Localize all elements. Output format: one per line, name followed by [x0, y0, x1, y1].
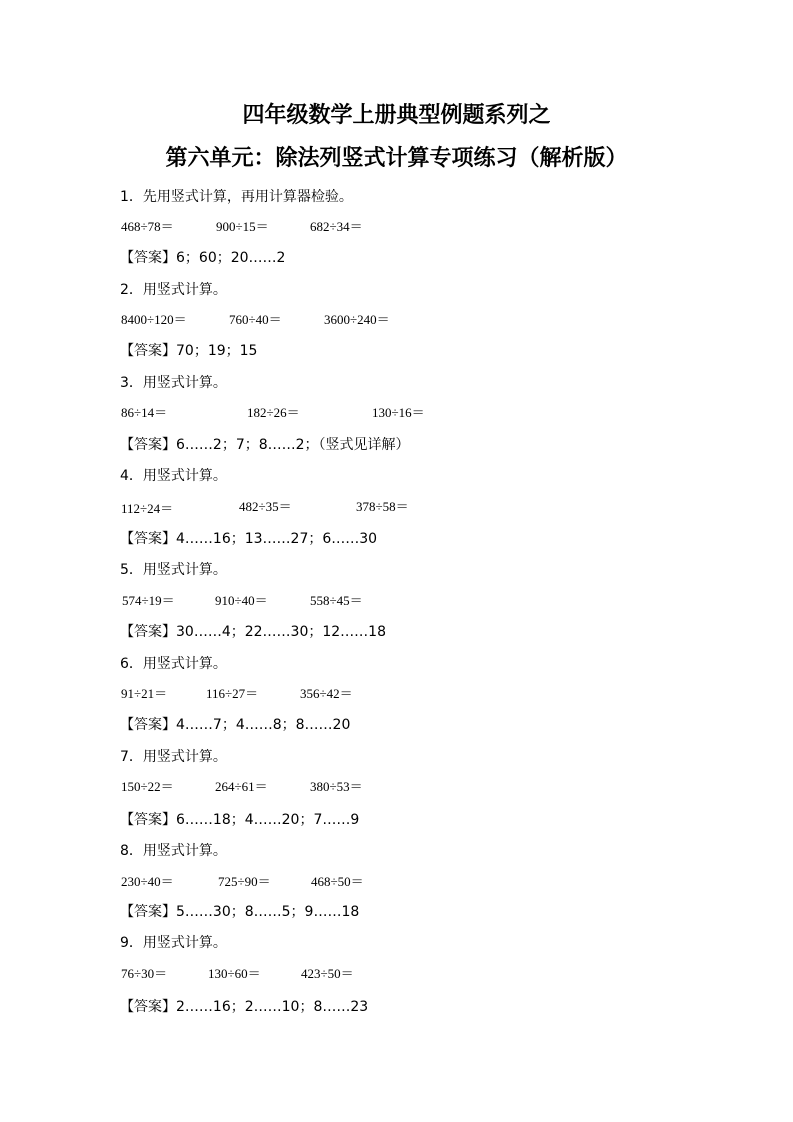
question-9-prompt: 9．用竖式计算。 — [120, 935, 227, 951]
question-4-expression-3: 378÷58＝ — [356, 499, 409, 514]
question-5-expression-2: 910÷40＝ — [215, 593, 268, 608]
question-6-answer: 【答案】4……7；4……8；8……20 — [120, 717, 351, 733]
question-3-answer: 【答案】6……2；7；8……2；（竖式见详解） — [120, 437, 410, 453]
question-6-expression-1: 91÷21＝ — [121, 686, 168, 701]
question-1-expression-3: 682÷34＝ — [310, 219, 363, 234]
question-6-expression-3: 356÷42＝ — [300, 686, 353, 701]
document-title: 四年级数学上册典型例题系列之 — [242, 103, 551, 128]
question-2-prompt: 2．用竖式计算。 — [120, 282, 227, 298]
question-8-answer: 【答案】5……30；8……5；9……18 — [120, 904, 360, 920]
question-1-expression-1: 468÷78＝ — [121, 219, 174, 234]
question-2-expression-2: 760÷40＝ — [229, 312, 282, 327]
question-4-answer: 【答案】4……16；13……27；6……30 — [120, 531, 378, 547]
question-8-expression-3: 468÷50＝ — [311, 874, 364, 889]
question-7-expression-1: 150÷22＝ — [121, 779, 174, 794]
question-3-expression-1: 86÷14＝ — [121, 405, 168, 420]
question-9-expression-2: 130÷60＝ — [208, 966, 261, 981]
question-7-expression-3: 380÷53＝ — [310, 779, 363, 794]
question-7-answer: 【答案】6……18；4……20；7……9 — [120, 812, 360, 828]
question-8-expression-2: 725÷90＝ — [218, 874, 271, 889]
question-8-expression-1: 230÷40＝ — [121, 874, 174, 889]
question-4-expression-1: 112÷24＝ — [121, 501, 174, 516]
question-1-prompt: 1．先用竖式计算，再用计算器检验。 — [120, 189, 353, 205]
question-9-answer: 【答案】2……16；2……10；8……23 — [120, 999, 369, 1015]
question-7-prompt: 7．用竖式计算。 — [120, 749, 227, 765]
question-5-expression-3: 558÷45＝ — [310, 593, 363, 608]
question-9-expression-1: 76÷30＝ — [121, 966, 168, 981]
question-8-prompt: 8．用竖式计算。 — [120, 843, 227, 859]
question-6-prompt: 6．用竖式计算。 — [120, 656, 227, 672]
question-5-prompt: 5．用竖式计算。 — [120, 562, 227, 578]
question-5-expression-1: 574÷19＝ — [122, 593, 175, 608]
question-2-answer: 【答案】70；19；15 — [120, 343, 258, 359]
question-6-expression-2: 116÷27＝ — [206, 686, 259, 701]
question-9-expression-3: 423÷50＝ — [301, 966, 354, 981]
question-5-answer: 【答案】30……4；22……30；12……18 — [120, 624, 386, 640]
document-subtitle: 第六单元：除法列竖式计算专项练习（解析版） — [165, 146, 628, 171]
question-7-expression-2: 264÷61＝ — [215, 779, 268, 794]
question-3-expression-3: 130÷16＝ — [372, 405, 425, 420]
question-1-expression-2: 900÷15＝ — [216, 219, 269, 234]
question-4-prompt: 4．用竖式计算。 — [120, 468, 227, 484]
question-2-expression-3: 3600÷240＝ — [324, 312, 390, 327]
question-1-answer: 【答案】6；60；20……2 — [120, 250, 286, 266]
question-3-expression-2: 182÷26＝ — [247, 405, 300, 420]
question-2-expression-1: 8400÷120＝ — [121, 312, 187, 327]
question-4-expression-2: 482÷35＝ — [239, 499, 292, 514]
question-3-prompt: 3．用竖式计算。 — [120, 375, 227, 391]
